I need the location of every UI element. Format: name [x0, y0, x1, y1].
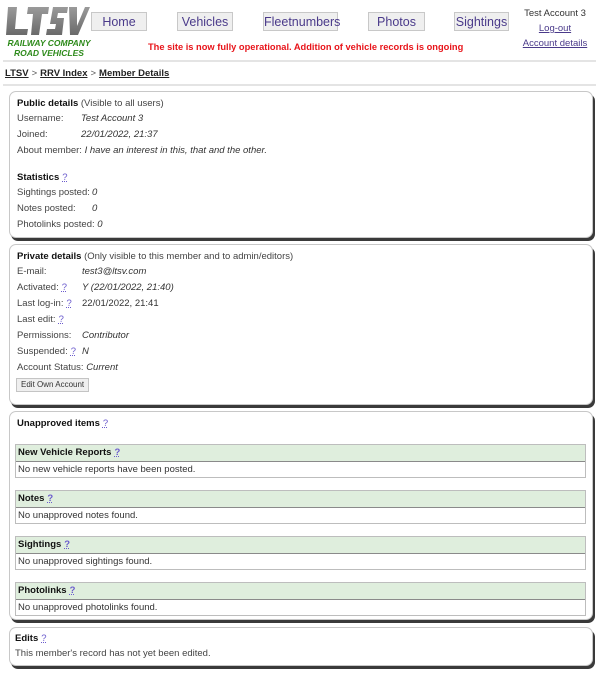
last-edit-row — [17, 314, 64, 326]
joined-row — [17, 129, 158, 141]
help-icon[interactable]: ? — [47, 493, 54, 504]
about-row — [17, 145, 267, 157]
help-icon[interactable]: ? — [66, 298, 72, 309]
public-details-panel — [9, 91, 593, 238]
edits-heading — [15, 633, 47, 645]
nav-home-button[interactable]: Home — [91, 12, 147, 31]
last-login-value: 22/01/2022, 21:41 — [82, 298, 159, 309]
about-label: About member: — [17, 145, 82, 156]
about-value: I have an interest in this, that and the other. — [84, 145, 267, 156]
breadcrumb-separator: > — [31, 68, 38, 79]
joined-value: 22/01/2022, 21:37 — [81, 129, 158, 140]
edits-panel — [9, 627, 593, 666]
notes-posted-label: Notes posted: — [17, 203, 76, 214]
activated-row — [17, 282, 174, 294]
photolinks-posted-value: 0 — [97, 219, 103, 230]
notes-posted-value: 0 — [92, 203, 98, 214]
public-details-subtitle: (Visible to all users) — [80, 98, 164, 109]
help-icon[interactable]: ? — [41, 633, 47, 644]
account-status-row — [17, 362, 118, 374]
account-panel — [518, 6, 592, 51]
help-icon[interactable]: ? — [61, 282, 68, 293]
ltsv-logo[interactable] — [6, 6, 90, 36]
private-details-subtitle: (Only visible to this member and to admin/editors) — [84, 251, 294, 262]
statistics-heading — [17, 172, 68, 184]
nav-photos-button[interactable]: Photos — [368, 12, 425, 31]
help-icon[interactable]: ? — [102, 418, 109, 429]
breadcrumb-separator: > — [90, 68, 97, 79]
breadcrumb-rrv-index[interactable]: RRV Index — [40, 68, 88, 79]
permissions-value: Contributor — [82, 330, 129, 341]
unapproved-items-title: Unapproved items — [17, 418, 100, 429]
edits-message: This member's record has not yet been edited. — [15, 648, 211, 659]
account-status-value: Current — [86, 362, 118, 373]
table-header-label: Photolinks — [18, 585, 67, 596]
public-details-heading — [17, 98, 164, 110]
last-login-label: Last log-in: — [17, 298, 64, 309]
notes-table — [15, 490, 586, 524]
help-icon[interactable]: ? — [62, 172, 68, 183]
nav-vehicles-button[interactable]: Vehicles — [177, 12, 233, 31]
table-header — [16, 537, 585, 554]
photolinks-posted-label: Photolinks posted: — [17, 219, 95, 230]
table-row: No unapproved notes found. — [16, 508, 585, 523]
last-edit-label: Last edit: — [17, 314, 56, 325]
breadcrumb — [5, 68, 169, 79]
permissions-label: Permissions: — [17, 330, 72, 341]
nav-fleetnumbers-button[interactable]: Fleetnumbers — [263, 12, 338, 31]
email-label: E-mail: — [17, 266, 47, 277]
table-header — [16, 445, 585, 462]
divider — [3, 84, 596, 86]
table-row: No new vehicle reports have been posted. — [16, 462, 585, 477]
photolinks-posted-row — [17, 219, 103, 231]
statistics-title: Statistics — [17, 172, 60, 183]
unapproved-items-panel — [9, 411, 593, 620]
account-name: Test Account 3 — [524, 8, 586, 19]
email-row — [17, 266, 146, 278]
sightings-posted-value: 0 — [92, 187, 98, 198]
unapproved-items-heading — [17, 418, 108, 430]
table-row: No unapproved sightings found. — [16, 554, 585, 569]
logo-subtitle-line2: ROAD VEHICLES — [14, 48, 84, 58]
new-vehicle-reports-table — [15, 444, 586, 478]
email-value: test3@ltsv.com — [82, 266, 147, 277]
table-header — [16, 583, 585, 600]
sightings-posted-label: Sightings posted: — [17, 187, 90, 198]
logo-subtitle-line1: RAILWAY COMPANY — [7, 38, 91, 48]
table-row: No unapproved photolinks found. — [16, 600, 585, 615]
edit-own-account-button[interactable]: Edit Own Account — [16, 378, 89, 392]
table-header-label: Notes — [18, 493, 45, 504]
username-label: Username: — [17, 113, 64, 124]
username-row — [17, 113, 143, 125]
table-header-label: New Vehicle Reports — [18, 447, 112, 458]
username-value: Test Account 3 — [81, 113, 144, 124]
suspended-row — [17, 346, 89, 358]
private-details-heading — [17, 251, 293, 263]
table-header — [16, 491, 585, 508]
help-icon[interactable]: ? — [114, 447, 121, 458]
table-header-label: Sightings — [18, 539, 62, 550]
public-details-title: Public details — [17, 98, 79, 109]
sightings-table — [15, 536, 586, 570]
breadcrumb-ltsv[interactable]: LTSV — [5, 68, 29, 79]
sightings-posted-row — [17, 187, 97, 199]
nav-sightings-button[interactable]: Sightings — [454, 12, 509, 31]
edits-title: Edits — [15, 633, 39, 644]
logout-link[interactable]: Log-out — [538, 23, 572, 34]
notes-posted-row — [17, 203, 97, 215]
breadcrumb-member-details[interactable]: Member Details — [99, 68, 170, 79]
photolinks-table — [15, 582, 586, 616]
help-icon[interactable]: ? — [64, 539, 71, 550]
help-icon[interactable]: ? — [58, 314, 64, 325]
activated-value: Y (22/01/2022, 21:40) — [82, 282, 174, 293]
suspended-value: N — [82, 346, 89, 357]
help-icon[interactable]: ? — [69, 585, 76, 596]
permissions-row — [17, 330, 129, 342]
logo-subtitle — [4, 38, 94, 58]
site-notice: The site is now fully operational. Addition of vehicle records is ongoing — [148, 42, 464, 52]
private-details-title: Private details — [17, 251, 82, 262]
private-details-panel — [9, 244, 593, 405]
divider — [3, 60, 596, 62]
account-status-label: Account Status: — [17, 362, 84, 373]
account-details-link[interactable]: Account details — [522, 38, 588, 49]
activated-label: Activated: — [17, 282, 59, 293]
help-icon[interactable]: ? — [70, 346, 77, 357]
joined-label: Joined: — [17, 129, 48, 140]
last-login-row — [17, 298, 159, 310]
suspended-label: Suspended: — [17, 346, 68, 357]
